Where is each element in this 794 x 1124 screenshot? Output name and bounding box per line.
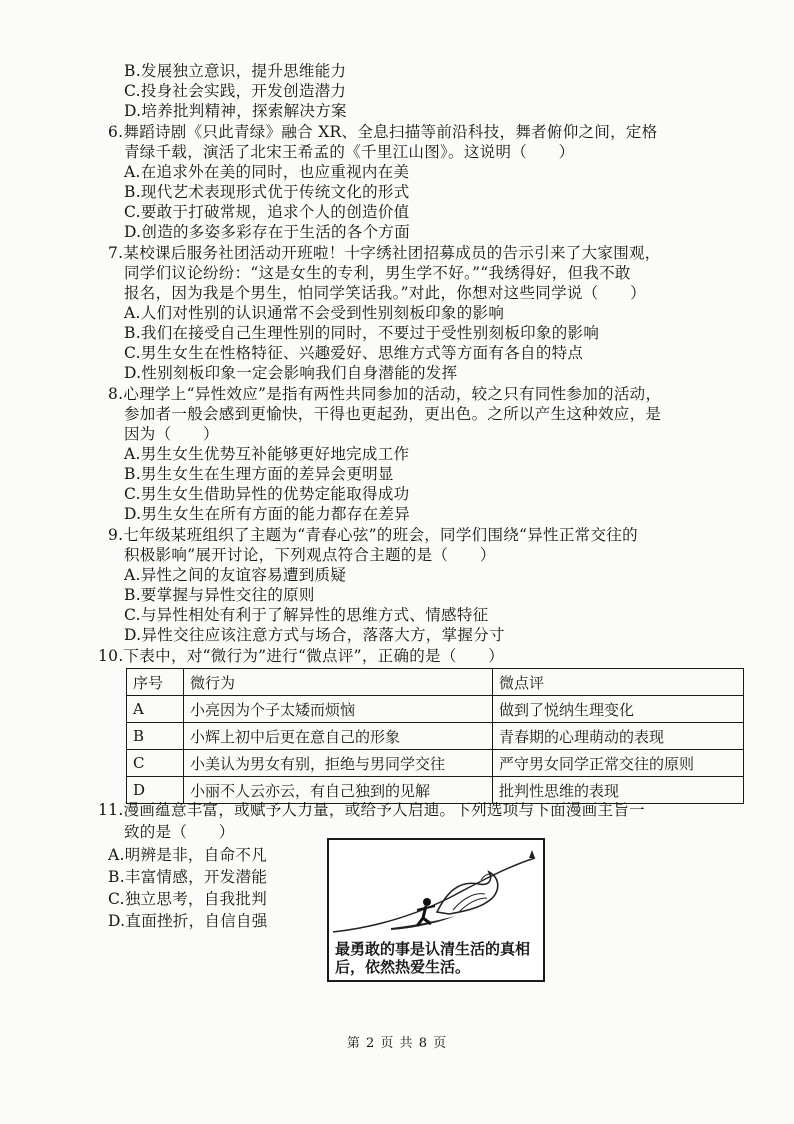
comic-caption: 最勇敢的事是认清生活的真相后，依然热爱生活。	[335, 940, 531, 976]
page-footer: 第 2 页 共 8 页	[346, 1036, 448, 1051]
q8-stem-line3: 因为（ ）	[124, 425, 219, 443]
q7-stem-line1: 7.某校课后服务社团活动开班啦！十字绣社团招募成员的告示引来了大家围观，	[108, 244, 661, 262]
table-header-row	[127, 669, 744, 696]
table-cell: 小丽不人云亦云，有自己独到的见解	[184, 777, 493, 804]
q9-stem-line2: 积极影响”展开讨论，下列观点符合主题的是（ ）	[124, 546, 496, 564]
q11-stem-line2: 致的是（ ）	[124, 823, 235, 841]
table-cell: 小美认为男女有别，拒绝与男同学交往	[184, 750, 493, 777]
q6-option-d: D.创造的多姿多彩存在于生活的各个方面	[124, 223, 411, 241]
q10-stem: 10.下表中，对“微行为”进行“微点评”，正确的是（ ）	[98, 647, 505, 665]
table-row	[127, 696, 744, 723]
q8-option-a: A.男生女生优势互补能够更好地完成工作	[124, 445, 410, 463]
table-cell: D	[127, 777, 184, 804]
q11-stem-line1: 11.漫画蕴意丰富，或赋予人力量，或给予人启迪。下列选项与下面漫画主旨一	[98, 801, 645, 819]
q5-option-d: D.培养批判精神，探索解决方案	[124, 102, 347, 120]
q6-option-c: C.要敢于打破常规，追求个人的创造价值	[124, 203, 410, 221]
q9-option-a: A.异性之间的友谊容易遭到质疑	[124, 566, 347, 584]
table-cell: 小辉上初中后更在意自己的形象	[184, 723, 493, 750]
q7-stem-line3: 报名，因为我是个男生，怕同学笑话我。”对此，你想对这些同学说（ ）	[124, 284, 646, 302]
q6-option-a: A.在追求外在美的同时，也应重视内在美	[124, 163, 410, 181]
q7-option-a: A.人们对性别的认识通常不会受到性别刻板印象的影响	[124, 304, 505, 322]
table-cell: 青春期的心理萌动的表现	[493, 723, 744, 750]
table-header-cell: 微点评	[493, 669, 744, 696]
q8-stem-line1: 8.心理学上“异性效应”是指有两性共同参加的活动，较之只有同性参加的活动，	[108, 385, 662, 403]
q9-option-d: D.异性交往应该注意方式与场合，落落大方，掌握分寸	[124, 626, 505, 644]
table-cell: 小亮因为个子太矮而烦恼	[184, 696, 493, 723]
table-cell: C	[127, 750, 184, 777]
q8-stem-line2: 参加者一般会感到更愉快，干得也更起劲，更出色。之所以产生这种效应，是	[124, 405, 662, 423]
q11-option-d: D.直面挫折，自信自强	[108, 912, 268, 930]
q6-stem-line1: 6.舞蹈诗剧《只此青绿》融合 XR、全息扫描等前沿科技，舞者俯仰之间，定格	[108, 123, 658, 141]
table-header-cell: 序号	[127, 669, 184, 696]
table-cell: 做到了悦纳生理变化	[493, 696, 744, 723]
q9-stem-line1: 9.七年级某班组织了主题为“青春心弦”的班会，同学们围绕“异性正常交往的	[108, 526, 638, 544]
q7-option-b: B.我们在接受自己生理性别的同时，不要过于受性别刻板印象的影响	[124, 324, 600, 342]
q9-option-b: B.要掌握与异性交往的原则	[124, 586, 315, 604]
q6-stem-line2: 青绿千载，演活了北宋王希孟的《千里江山图》。这说明（ ）	[124, 143, 575, 161]
q11-option-a: A.明辨是非，自命不凡	[108, 846, 267, 864]
q8-option-c: C.男生女生借助异性的优势定能取得成功	[124, 485, 410, 503]
table-row	[127, 723, 744, 750]
q10-table	[126, 668, 744, 804]
q9-option-c: C.与异性相处有利于了解异性的思维方式、情感特征	[124, 606, 489, 624]
q8-option-d: D.男生女生在所有方面的能力都存在差异	[124, 505, 411, 523]
table-cell: 批判性思维的表现	[493, 777, 744, 804]
q7-stem-line2: 同学们议论纷纷：“这是女生的专利，男生学不好。”“我绣得好，但我不敢	[124, 264, 631, 282]
surfer-wave-drawing	[329, 840, 543, 940]
table-row	[127, 750, 744, 777]
q7-option-d: D.性别刻板印象一定会影响我们自身潜能的发挥	[124, 364, 458, 382]
q5-option-b: B.发展独立意识，提升思维能力	[124, 62, 347, 80]
q11-option-c: C.独立思考，自我批判	[108, 890, 268, 908]
comic-illustration	[327, 838, 545, 982]
q6-option-b: B.现代艺术表现形式优于传统文化的形式	[124, 183, 410, 201]
q11-option-b: B.丰富情感，开发潜能	[108, 868, 268, 886]
table-cell: B	[127, 723, 184, 750]
q8-option-b: B.男生女生在生理方面的差异会更明显	[124, 465, 394, 483]
table-header-cell: 微行为	[184, 669, 493, 696]
table-cell: 严守男女同学正常交往的原则	[493, 750, 744, 777]
table-cell: A	[127, 696, 184, 723]
q7-option-c: C.男生女生在性格特征、兴趣爱好、思维方式等方面有各自的特点	[124, 344, 584, 362]
q5-option-c: C.投身社会实践，开发创造潜力	[124, 82, 347, 100]
